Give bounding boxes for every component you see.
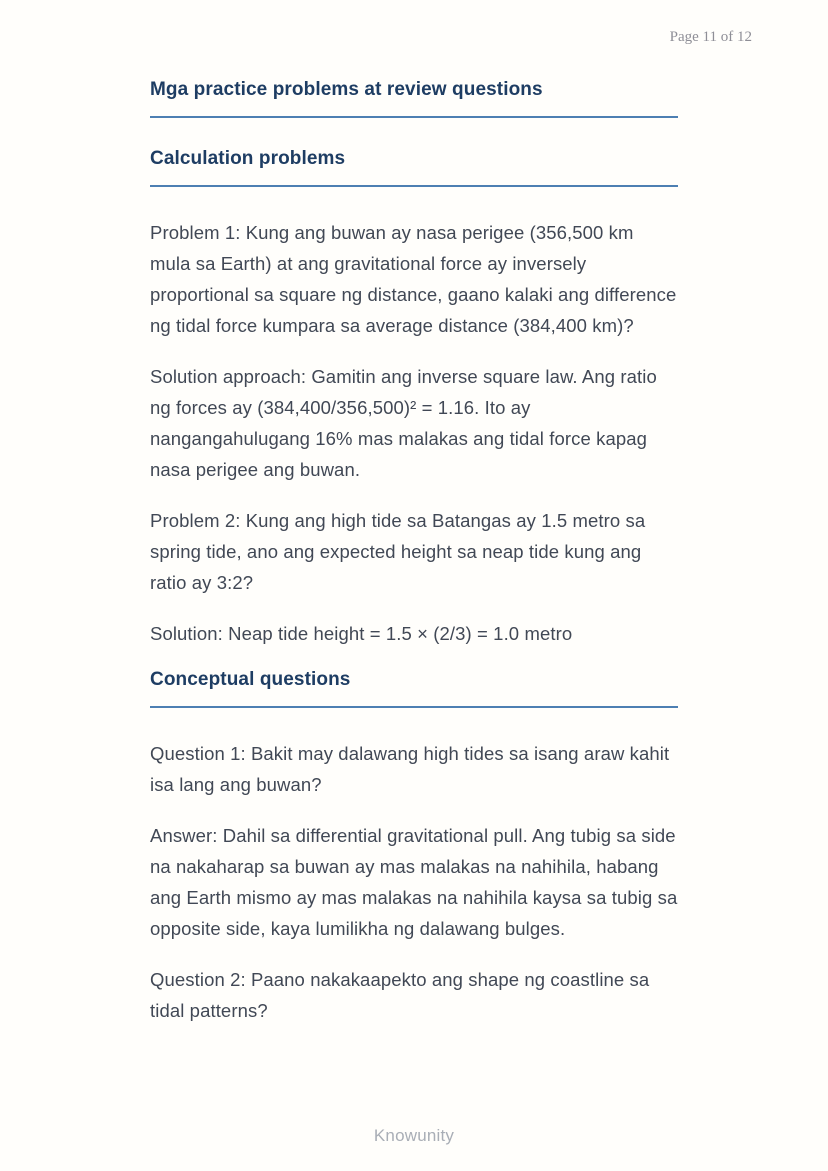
paragraph-answer-1: Answer: Dahil sa differential gravitational pull. Ang tubig sa side na nakaharap sa buwan ay mas malakas na nahihila, habang ang Earth mismo ay mas malakas na nahihila kaysa sa tubig sa opposite side, kaya lumilikha ng dalawang bulges. xyxy=(150,825,678,939)
paragraph-problem-2: Problem 2: Kung ang high tide sa Batangas ay 1.5 metro sa spring tide, ano ang expected height sa neap tide kung ang ratio ay 3:2? xyxy=(150,510,646,593)
footer-brand: Knowunity xyxy=(373,1126,455,1145)
paragraph-solution-2: Solution: Neap tide height = 1.5 × (2/3) = 1.0 metro xyxy=(150,623,573,644)
paragraph-solution-approach-1: Solution approach: Gamitin ang inverse square law. Ang ratio ng forces ay (384,400/356,500)² = 1.16. Ito ay nangangahulugang 16% mas malakas ang tidal force kapag nasa perigee ang buwan. xyxy=(150,366,657,480)
page-number-indicator: Page 11 of 12 xyxy=(669,29,752,45)
section-heading-calculation-problems: Calculation problems xyxy=(150,148,678,187)
section-heading-conceptual-questions: Conceptual questions xyxy=(150,669,678,708)
paragraph-question-2: Question 2: Paano nakakaapekto ang shape ng coastline sa tidal patterns? xyxy=(150,969,650,1021)
section-heading-practice-problems: Mga practice problems at review questions xyxy=(150,79,678,118)
paragraph-problem-1: Problem 1: Kung ang buwan ay nasa perigee (356,500 km mula sa Earth) at ang gravitational force ay inversely proportional sa square ng distance, gaano kalaki ang difference ng tidal force kumpara sa average distance (384,400 km)? xyxy=(150,222,677,336)
document-content xyxy=(150,71,678,1046)
paragraph-question-1: Question 1: Bakit may dalawang high tides sa isang araw kahit isa lang ang buwan? xyxy=(150,743,670,795)
